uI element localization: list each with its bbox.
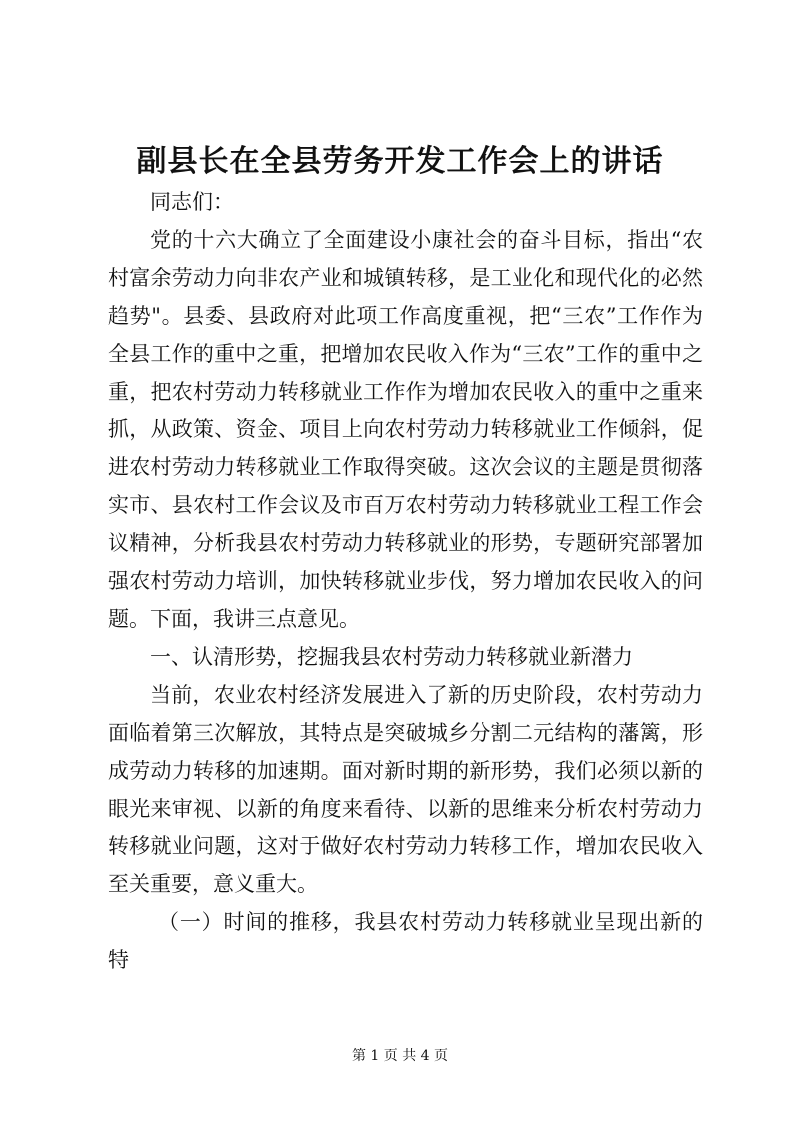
subsection-heading-1: （一）时间的推移，我县农村劳动力转移就业呈现出新的特 [108,910,703,973]
document-body [108,184,703,980]
section-heading-1: 一、认清形势，挖掘我县农村劳动力转移就业新潜力 [150,644,633,669]
paragraph-situation: 当前，农业农村经济发展进入了新的历史阶段，农村劳动力面临着第三次解放，其特点是突破城乡分割二元结构的藩篱，形成劳动力转移的加速期。面对新时期的新形势，我们必须以新的眼光来审视、以新的角度来看待、以新的思维来分析农村劳动力转移就业问题，这对于做好农村劳动力转移工作，增加农民收入至关重要，意义重大。 [108,682,703,897]
document-title: 副县长在全县劳务开发工作会上的讲话 [136,144,664,179]
salutation: 同志们： [150,190,234,214]
page-number-footer: 第 1 页 共 4 页 [351,1048,449,1064]
paragraph-intro: 党的十六大确立了全面建设小康社会的奋斗目标，指出“农村富余劳动力向非农产业和城镇转移，是工业化和现代化的必然趋势"。县委、县政府对此项工作高度重视，把“三农”工作作为全县工作的重中之重，把增加农民收入作为“三农”工作的重中之重，把农村劳动力转移就业工作作为增加农民收入的重中之重来抓，从政策、资金、项目上向农村劳动力转移就业工作倾斜，促进农村劳动力转移就业工作取得突破。这次会议的主题是贯彻落实市、县农村工作会议及市百万农村劳动力转移就业工程工作会议精神，分析我县农村劳动力转移就业的形势，专题研究部署加强农村劳动力培训，加快转移就业步伐，努力增加农民收入的问题。下面，我讲三点意见。 [108,227,703,631]
